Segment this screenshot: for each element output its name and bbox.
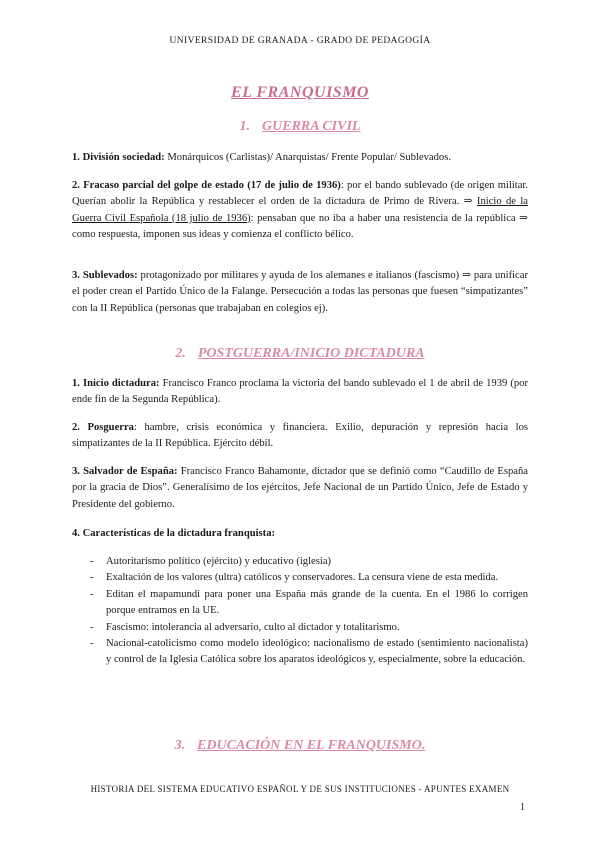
section-2-heading: POSTGUERRA/INICIO DICTADURA	[197, 346, 425, 361]
s1-paragraph-3	[72, 268, 528, 317]
s1-p3-label: 3. Sublevados:	[72, 270, 138, 281]
list-item-text: Editan el mapamundi para poner una España más grande de la cuenta. En el 1986 lo corrigen porque entramos en la UE.	[106, 588, 528, 617]
s2-p3-label: 3. Salvador de España:	[72, 466, 178, 477]
s2-p4-label: 4. Características de la dictadura franquista:	[72, 528, 276, 539]
s2-p2-text: : hambre, crisis económica y financiera. Exilio, depuración y represión hacia los simpatizantes de la II República. Ejército débil.	[72, 422, 528, 450]
s1-p3-text: protagonizado por militares y ayuda de los alemanes e italianos (fascismo) ⇒ para unificar el poder crean el Partido Único de la Falange. Persecución a todas las personas que fuesen “simpatizantes” con la II República (personas que trabajaban en colegios ej).	[72, 270, 528, 314]
section-3-heading: EDUCACIÓN EN EL FRANQUISMO.	[197, 738, 426, 753]
section-3-title	[0, 738, 600, 754]
list-item	[72, 620, 528, 636]
section-1-title	[0, 119, 600, 135]
s2-p2-label: 2. Posguerra	[72, 422, 134, 433]
page-footer: HISTORIA DEL SISTEMA EDUCATIVO ESPAÑOL Y DE SUS INSTITUCIONES - APUNTES EXAMEN	[90, 784, 510, 794]
list-item-text: Autoritarismo político (ejército) y educativo (iglesia)	[106, 556, 332, 567]
s2-paragraph-3	[72, 464, 528, 513]
s2-p1-label: 1. Inicio dictadura:	[72, 378, 160, 389]
list-item	[72, 554, 528, 570]
s1-p2-text-b: : pensaban que no iba a haber una resistencia de la república ⇒ como respuesta, imponen sus ideas y comienza el conflicto bélico.	[72, 212, 528, 241]
bullet-dash: -	[90, 621, 94, 633]
bullet-dash: -	[90, 638, 94, 650]
bullet-dash: -	[90, 556, 94, 567]
list-item-text: Nacional-catolicismo como modelo ideológico: nacionalismo de estado (sentimiento nacionalista) y control de la Iglesia Católica sobre los aparatos ideológicos y, especialmente, sobre la educación.	[106, 638, 528, 666]
list-item-text: Fascismo: intolerancia al adversario, culto al dictador y totalitarismo.	[106, 621, 400, 633]
page-number: 1	[520, 802, 525, 813]
s1-paragraph-2	[72, 178, 528, 244]
s2-paragraph-4	[72, 526, 528, 542]
section-1-heading: GUERRA CIVIL	[262, 119, 361, 134]
s1-p1-text: Monárquicos (Carlistas)/ Anarquistas/ Frente Popular/ Sublevados.	[164, 152, 452, 163]
bullet-dash: -	[90, 572, 94, 584]
s1-p2-label: 2. Fracaso parcial del golpe de estado (17 de julio de 1936)	[72, 180, 341, 191]
s1-p1-label: 1. División sociedad:	[72, 152, 165, 163]
characteristics-list	[72, 554, 528, 669]
section-1-number: 1.	[239, 119, 251, 134]
list-item	[72, 570, 528, 586]
bullet-dash: -	[90, 588, 94, 600]
s2-p1-text: Francisco Franco proclama la victoria del bando sublevado el 1 de abril de 1939 (por ende fin de la Segunda República).	[72, 378, 528, 406]
s1-p2-underlined: Inicio de la Guerra Civil Española (18 julio de 1936)	[72, 196, 529, 224]
s2-paragraph-2	[72, 420, 528, 453]
section-2-number: 2.	[175, 346, 186, 361]
section-2-title	[0, 346, 600, 362]
list-item	[72, 636, 528, 669]
list-item-text: Exaltación de los valores (ultra) católicos y conservadores. La censura viene de esta medida.	[106, 572, 499, 584]
s2-paragraph-1	[72, 376, 528, 409]
s1-paragraph-1	[72, 150, 528, 166]
s1-p2-text-a: : por el bando sublevado (de origen militar. Querían abolir la República y restablecer el orden de la dictadura de Primo de Rivera. ⇒	[72, 180, 529, 208]
list-item	[72, 587, 528, 620]
section-3-number: 3.	[174, 738, 186, 753]
page-header: UNIVERSIDAD DE GRANADA - GRADO DE PEDAGOGÍA	[169, 36, 431, 46]
document-title: EL FRANQUISMO	[231, 84, 369, 101]
s2-p3-text: Francisco Franco Bahamonte, dictador que se definió como “Caudillo de España por la gracia de Dios”. Generalísimo de los ejércitos, Jefe Nacional de un Partido Único, Jefe de Estado y Presidente del gobierno.	[72, 466, 528, 510]
